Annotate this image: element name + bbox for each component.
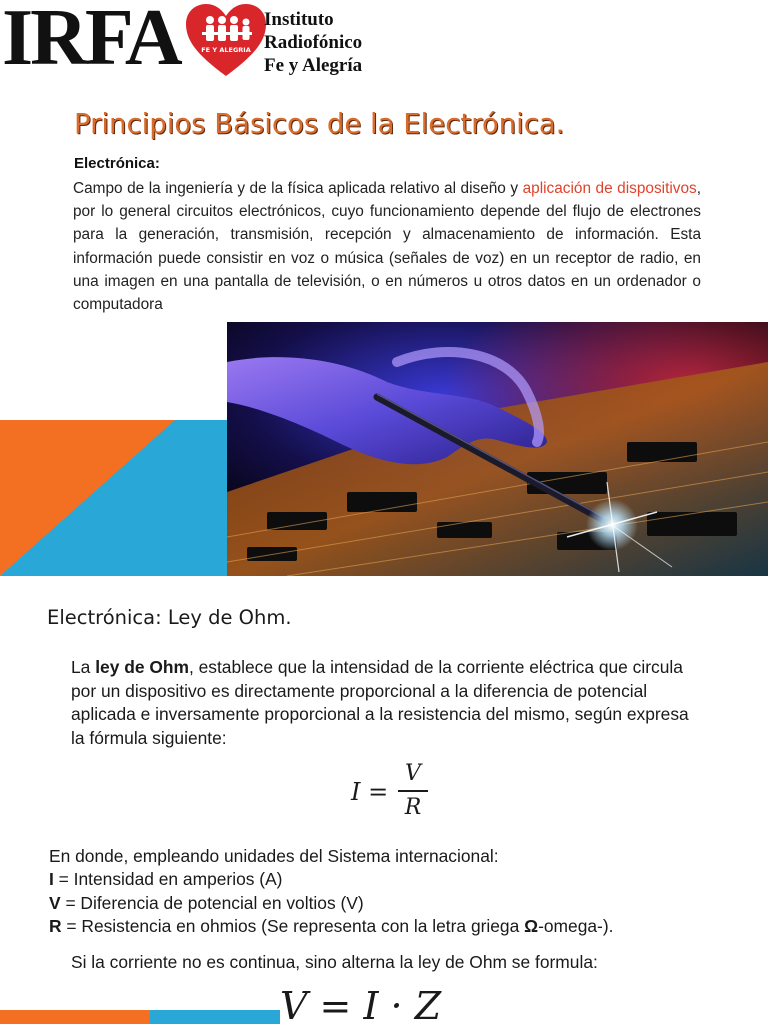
impedance-formula: V = I · Z <box>280 984 442 1028</box>
decorative-triangles-bottom <box>0 990 280 1024</box>
s2-para-bold: ley de Ohm <box>95 657 189 677</box>
heart-logo-text: FE Y ALEGRIA <box>201 46 251 54</box>
logo-line-3: Fe y Alegría <box>264 55 363 76</box>
slide2-paragraph <box>71 656 704 750</box>
para-text-before: Campo de la ingeniería y de la física aplicada relativo al diseño y <box>73 180 523 197</box>
definition-symbol: I <box>49 869 54 890</box>
heart-logo-icon <box>186 4 266 78</box>
definition-item <box>49 915 739 938</box>
formula-lhs <box>351 778 388 806</box>
definition-symbol: R <box>49 915 62 936</box>
logo-line-2: Radiofónico <box>264 32 363 53</box>
slide1-paragraph <box>73 177 701 316</box>
definition-text: = Diferencia de potencial en voltios (V) <box>60 892 364 913</box>
slide1-subtitle: Electrónica: <box>74 155 160 172</box>
logo-abbreviation: IRFA <box>2 0 180 82</box>
formula-equals: = <box>368 778 389 806</box>
para-highlight: aplicación de dispositivos <box>522 180 697 197</box>
irfa-logo <box>0 0 400 90</box>
definitions-intro: En donde, empleando unidades del Sistema internacional: <box>49 846 499 866</box>
decorative-triangles <box>0 420 230 580</box>
formula-lhs-symbol: I <box>351 778 361 806</box>
definition-text: = Intensidad en amperios (A) <box>53 869 283 890</box>
definition-item <box>49 868 739 891</box>
definition-item <box>49 892 739 915</box>
s2-para-rest: , establece que la intensidad de la corriente eléctrica que circula por un dispositivo es directamente proporcional a la diferencia de potencial aplicada e inversamente proporcional a la resistencia del mismo, según expresa la fórmula siguiente: <box>71 657 689 748</box>
para-text-after: , por lo general circuitos electrónicos, cuyo funcionamiento depende del flujo de electrones para la generación, transmisión, recepción y almacenamiento de información. Esta información puede consistir en voz o música (señales de voz) en un receptor de radio, en una imagen en una pantalla de televisión, o en números u otros datos en un ordenador o computadora <box>73 180 701 314</box>
definition-symbol: V <box>49 892 61 913</box>
formula-denominator: R <box>404 794 422 820</box>
omega-symbol: Ω <box>524 915 539 936</box>
logo-institution-name <box>264 8 362 77</box>
formula-numerator: V <box>405 761 421 786</box>
s2-para-prefix: La <box>71 657 96 677</box>
definition-text: = Resistencia en ohmios (Se representa con la letra griega <box>61 915 525 936</box>
circuit-board-photo <box>227 322 768 576</box>
fraction-bar <box>398 790 428 792</box>
omega-tail: -omega-). <box>538 915 614 936</box>
ohm-law-formula <box>348 758 438 828</box>
logo-line-1: Instituto <box>264 9 334 30</box>
formula-fraction <box>398 761 428 821</box>
slide1-title: Principios Básicos de la Electrónica. <box>74 108 565 140</box>
definitions-block <box>49 845 739 938</box>
alternating-current-note: Si la corriente no es continua, sino alterna la ley de Ohm se formula: <box>71 952 598 972</box>
slide2-title: Electrónica: Ley de Ohm. <box>47 606 292 629</box>
